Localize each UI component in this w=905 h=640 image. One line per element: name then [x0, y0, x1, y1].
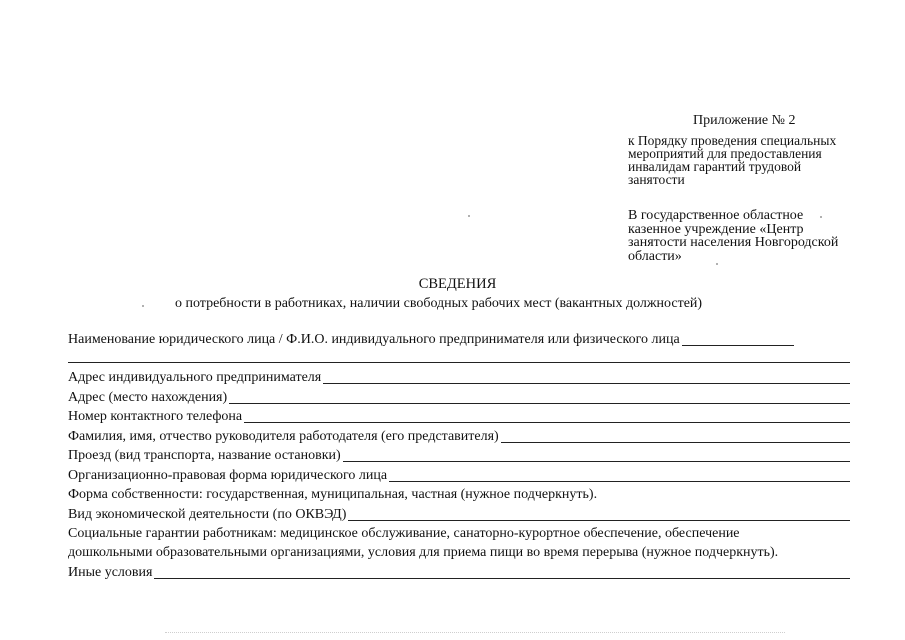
field-label: Иные условия	[68, 565, 153, 580]
scan-edge-trace	[165, 632, 785, 635]
appendix-line: занятости	[628, 172, 685, 187]
field-label: Проезд (вид транспорта, название остановки)	[68, 448, 341, 463]
document-title: СВЕДЕНИЯ	[418, 276, 497, 292]
field-okved[interactable]	[68, 506, 850, 523]
addressee-line: В государственное областное	[628, 208, 804, 223]
field-label: Вид экономической деятельности (по ОКВЭД)	[68, 507, 347, 522]
fill-line[interactable]	[501, 429, 850, 443]
fill-line[interactable]	[682, 332, 794, 346]
field-legal-form[interactable]	[68, 467, 850, 484]
field-legal-name[interactable]	[68, 331, 850, 348]
field-label: Адрес индивидуального предпринимателя	[68, 370, 322, 385]
field-transport[interactable]	[68, 447, 850, 464]
field-social-guarantees-line-1: Социальные гарантии работникам: медицинское обслуживание, санаторно-курортное обеспечение, обеспечение	[68, 526, 740, 541]
appendix-line: к Порядку проведения специальных	[628, 133, 837, 148]
field-ownership: Форма собственности: государственная, муниципальная, частная (нужное подчеркнуть).	[68, 487, 598, 502]
scan-speck	[468, 215, 470, 217]
scan-speck	[142, 305, 144, 307]
fill-line[interactable]	[343, 448, 850, 462]
field-head-name[interactable]	[68, 428, 850, 445]
scan-speck	[716, 263, 718, 265]
field-label: Номер контактного телефона	[68, 409, 243, 424]
field-label: Фамилия, имя, отчество руководителя работодателя (его представителя)	[68, 429, 499, 444]
fill-line-continuation[interactable]	[68, 362, 850, 363]
scan-speck	[820, 216, 822, 218]
fill-line[interactable]	[154, 565, 850, 579]
field-label: Организационно-правовая форма юридического лица	[68, 468, 388, 483]
appendix-line: мероприятий для предоставления	[628, 146, 822, 161]
addressee-line: области»	[628, 248, 682, 264]
field-social-guarantees-line-2: дошкольными образовательными организациями, условия для приема пищи во время перерыва (нужное подчеркнуть).	[68, 545, 779, 560]
field-phone[interactable]	[68, 408, 850, 425]
field-other-conditions[interactable]	[68, 564, 850, 581]
field-location-address[interactable]	[68, 389, 850, 406]
field-ip-address[interactable]	[68, 369, 850, 386]
field-label: Адрес (место нахождения)	[68, 390, 228, 405]
addressee-line: казенное учреждение «Центр	[628, 221, 804, 237]
appendix-reference	[628, 134, 878, 186]
fill-line[interactable]	[323, 370, 850, 384]
addressee-block	[628, 209, 878, 263]
fill-line[interactable]	[229, 390, 850, 404]
addressee-line: занятости населения Новгородской	[628, 235, 839, 250]
fill-line[interactable]	[348, 507, 850, 521]
fill-line[interactable]	[389, 468, 850, 482]
appendix-title: Приложение № 2	[693, 113, 796, 128]
document-subtitle: о потребности в работниках, наличии свободных рабочих мест (вакантных должностей)	[175, 296, 703, 311]
field-label: Наименование юридического лица / Ф.И.О. индивидуального предпринимателя или физического лица	[68, 332, 680, 347]
appendix-line: инвалидам гарантий трудовой	[628, 159, 802, 174]
fill-line[interactable]	[244, 409, 850, 423]
